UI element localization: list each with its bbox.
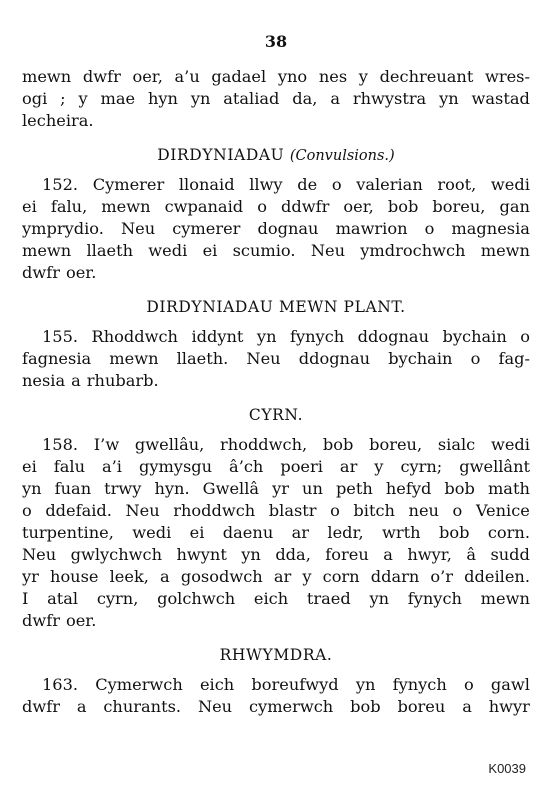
section-heading <box>0 644 552 666</box>
text-line: I atal cyrn, golchwch eich traed yn fynych mewn <box>22 589 530 608</box>
page-number: 38 <box>264 32 288 51</box>
text-line: ogi ; y mae hyn yn ataliad da, a rhwystra yn wastad <box>22 89 530 108</box>
text-line: yr house leek, a gosodwch ar y corn ddarn o’r ddeilen. <box>22 567 530 586</box>
archive-code: K0039 <box>488 761 526 776</box>
section-heading-title: DIRDYNIADAU <box>157 146 285 164</box>
section-heading-subtitle: (Convulsions.) <box>289 148 395 164</box>
section-heading-title: CYRN. <box>248 406 304 424</box>
section-heading-title: DIRDYNIADAU MEWN PLANT. <box>146 298 406 316</box>
text-line: dwfr oer. <box>22 263 97 282</box>
text-line: 152. Cymerer llonaid llwy de o valerian root, wedi <box>42 175 530 194</box>
section-heading <box>0 144 552 167</box>
text-line: dwfr oer. <box>22 611 97 630</box>
text-line: ei falu, mewn cwpanaid o ddwfr oer, bob boreu, gan <box>22 197 530 216</box>
text-line: o ddefaid. Neu rhoddwch blastr o bitch neu o Venice <box>22 501 530 520</box>
text-line: mewn llaeth wedi ei scumio. Neu ymdrochwch mewn <box>22 241 530 260</box>
text-line: turpentine, wedi ei daenu ar ledr, wrth bob corn. <box>22 523 530 542</box>
section-heading <box>0 296 552 318</box>
text-line: ymprydio. Neu cymerer dognau mawrion o magnesia <box>22 219 530 238</box>
text-line: 163. Cymerwch eich boreufwyd yn fynych o gawl <box>42 675 530 694</box>
text-line: lecheira. <box>22 111 94 130</box>
text-line: 155. Rhoddwch iddynt yn fynych ddognau bychain o <box>42 327 530 346</box>
text-line: Neu gwlychwch hwynt yn dda, foreu a hwyr, â sudd <box>22 545 530 564</box>
text-line: fagnesia mewn llaeth. Neu ddognau bychain o fag- <box>22 349 530 368</box>
text-line: yn fuan trwy hyn. Gwellâ yr un peth hefyd bob math <box>22 479 530 498</box>
text-line: mewn dwfr oer, a’u gadael yno nes y dechreuant wres- <box>22 67 530 86</box>
text-line: nesia a rhubarb. <box>22 371 159 390</box>
text-line: dwfr a churants. Neu cymerwch bob boreu a hwyr <box>22 697 530 716</box>
section-heading <box>0 404 552 426</box>
text-line: 158. I’w gwellâu, rhoddwch, bob boreu, sialc wedi <box>42 435 530 454</box>
text-line: ei falu a’i gymysgu â’ch poeri ar y cyrn; gwellânt <box>22 457 530 476</box>
section-heading-title: RHWYMDRA. <box>219 646 333 664</box>
